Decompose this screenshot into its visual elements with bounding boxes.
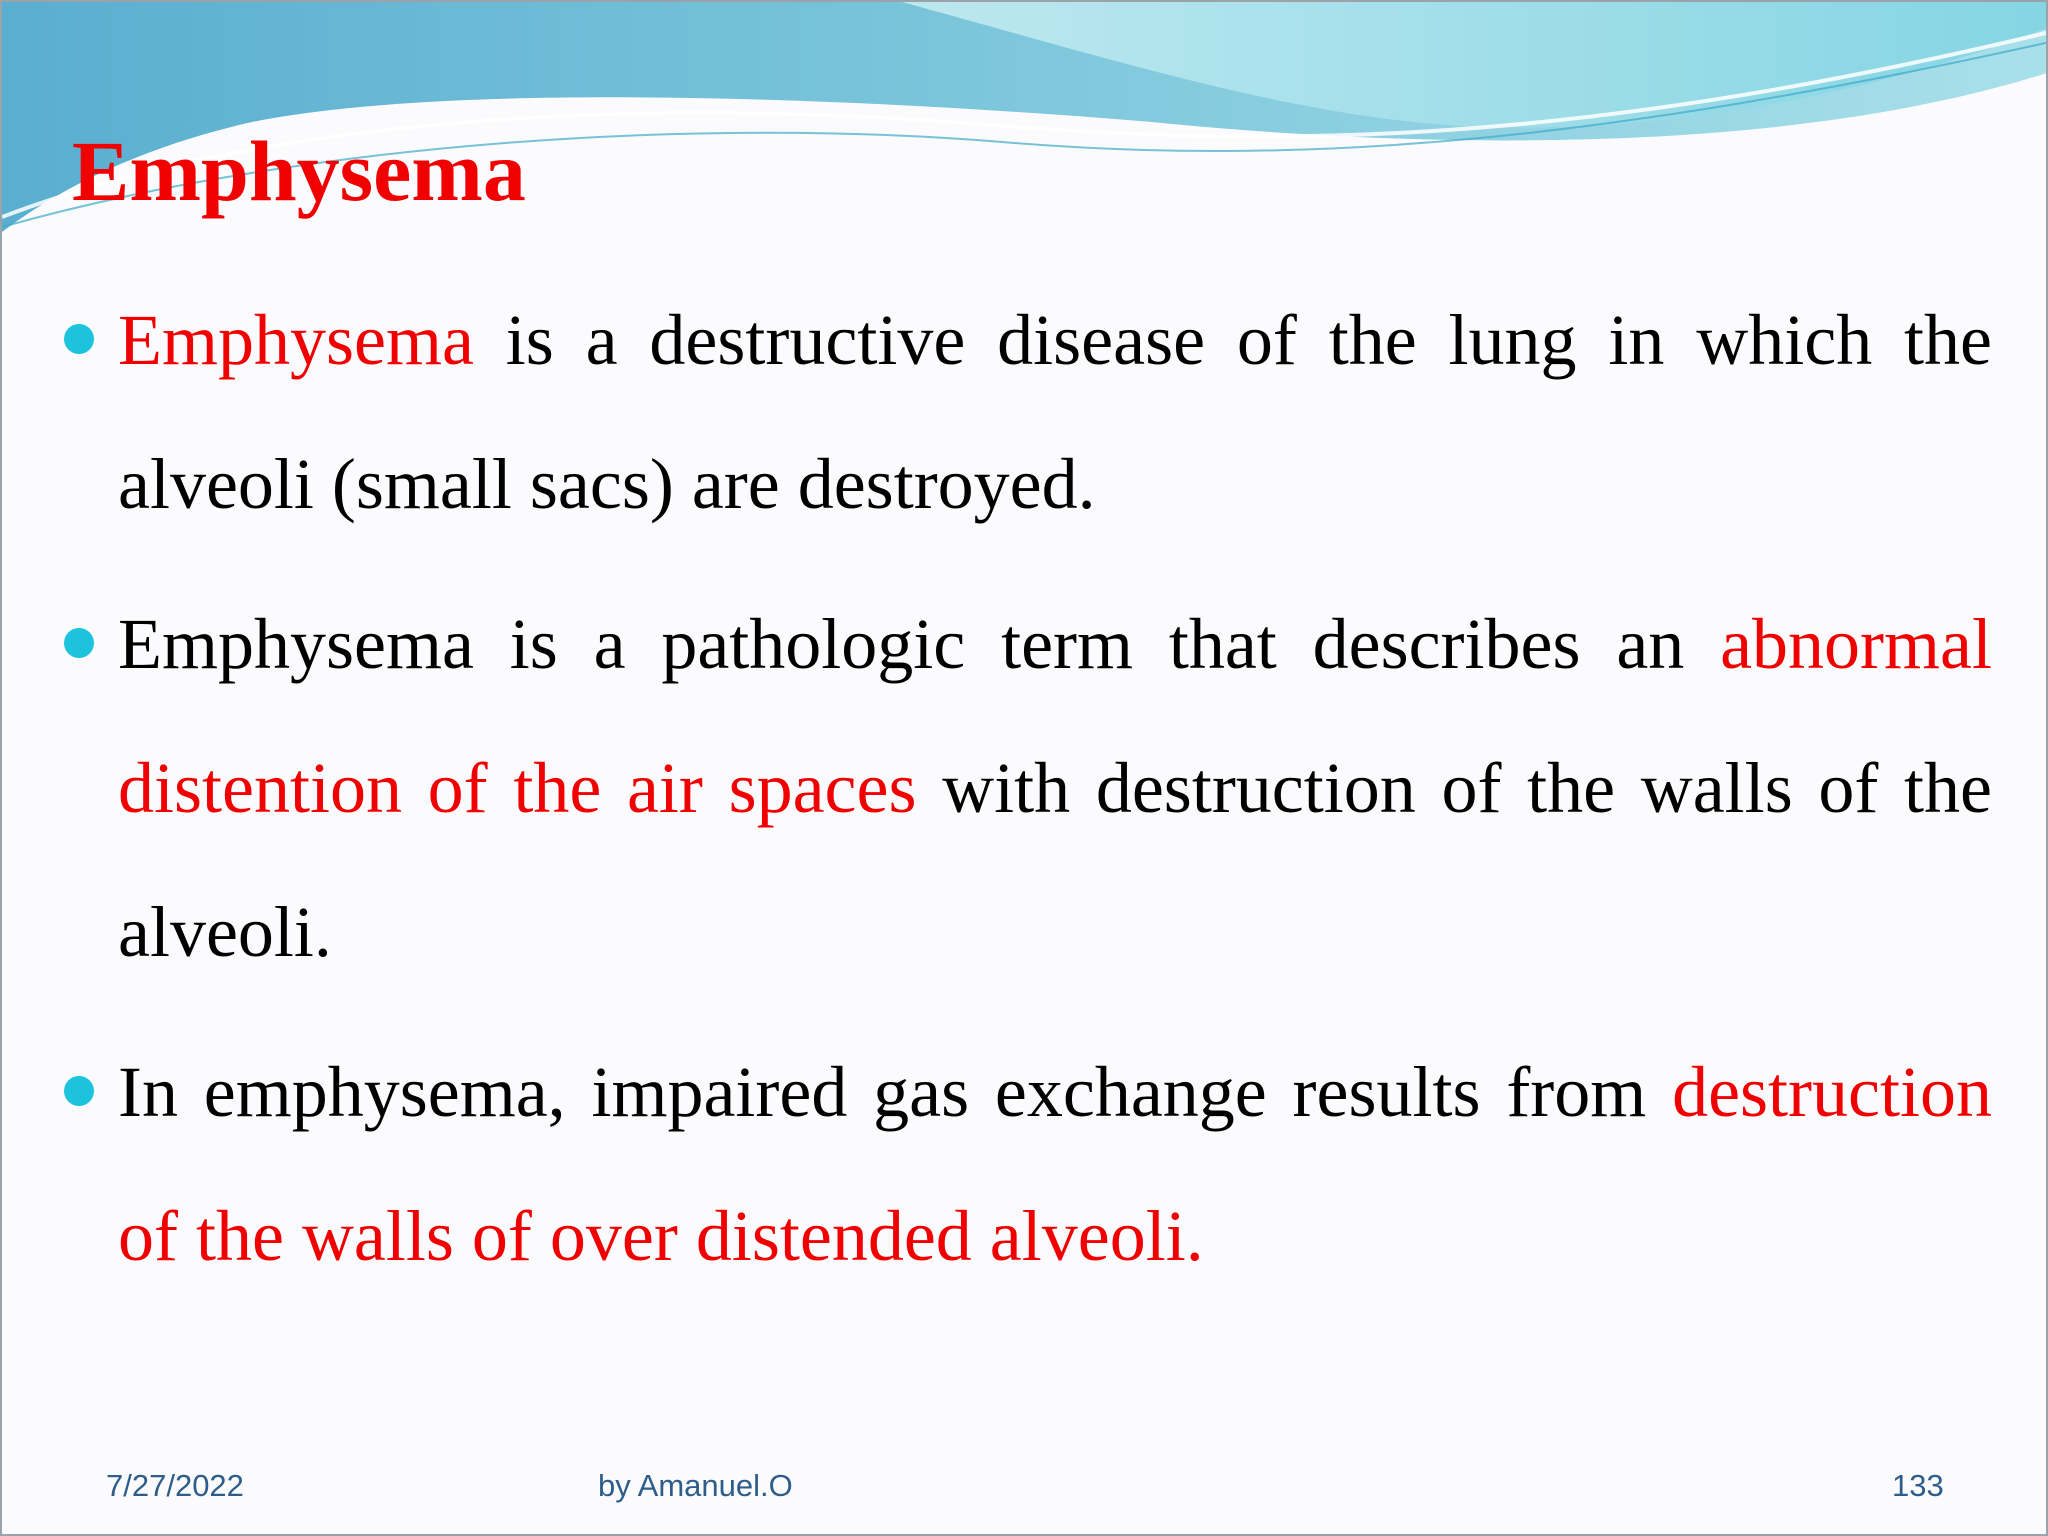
bullet-icon <box>64 1076 94 1106</box>
bullet-item <box>62 572 1992 1004</box>
bullet-text: In emphysema, impaired gas exchange results from <box>118 1052 1673 1132</box>
bullet-text: is a destructive disease of the lung in which the alveoli (small sacs) are destroyed. <box>118 300 1992 524</box>
bullet-icon <box>64 628 94 658</box>
bullet-item <box>62 268 1992 556</box>
bullet-list <box>62 268 1992 1324</box>
bullet-text-highlight: Emphysema <box>118 300 474 380</box>
bullet-icon <box>64 324 94 354</box>
slide-title: Emphysema <box>72 123 526 219</box>
bullet-text: Emphysema is a pathologic term that describes an <box>118 604 1721 684</box>
footer-author: by Amanuel.O <box>598 1468 793 1503</box>
footer-date: 7/27/2022 <box>106 1468 244 1503</box>
bullet-text-highlight: abnormal distention of the air spaces <box>118 604 1992 828</box>
bullet-item <box>62 1020 1992 1308</box>
bullet-text-highlight: destruction of the walls of over distended alveoli. <box>118 1052 1992 1276</box>
bullet-text: with destruction of the walls of the alveoli. <box>118 748 1992 972</box>
footer-page-number: 133 <box>1892 1468 1944 1503</box>
